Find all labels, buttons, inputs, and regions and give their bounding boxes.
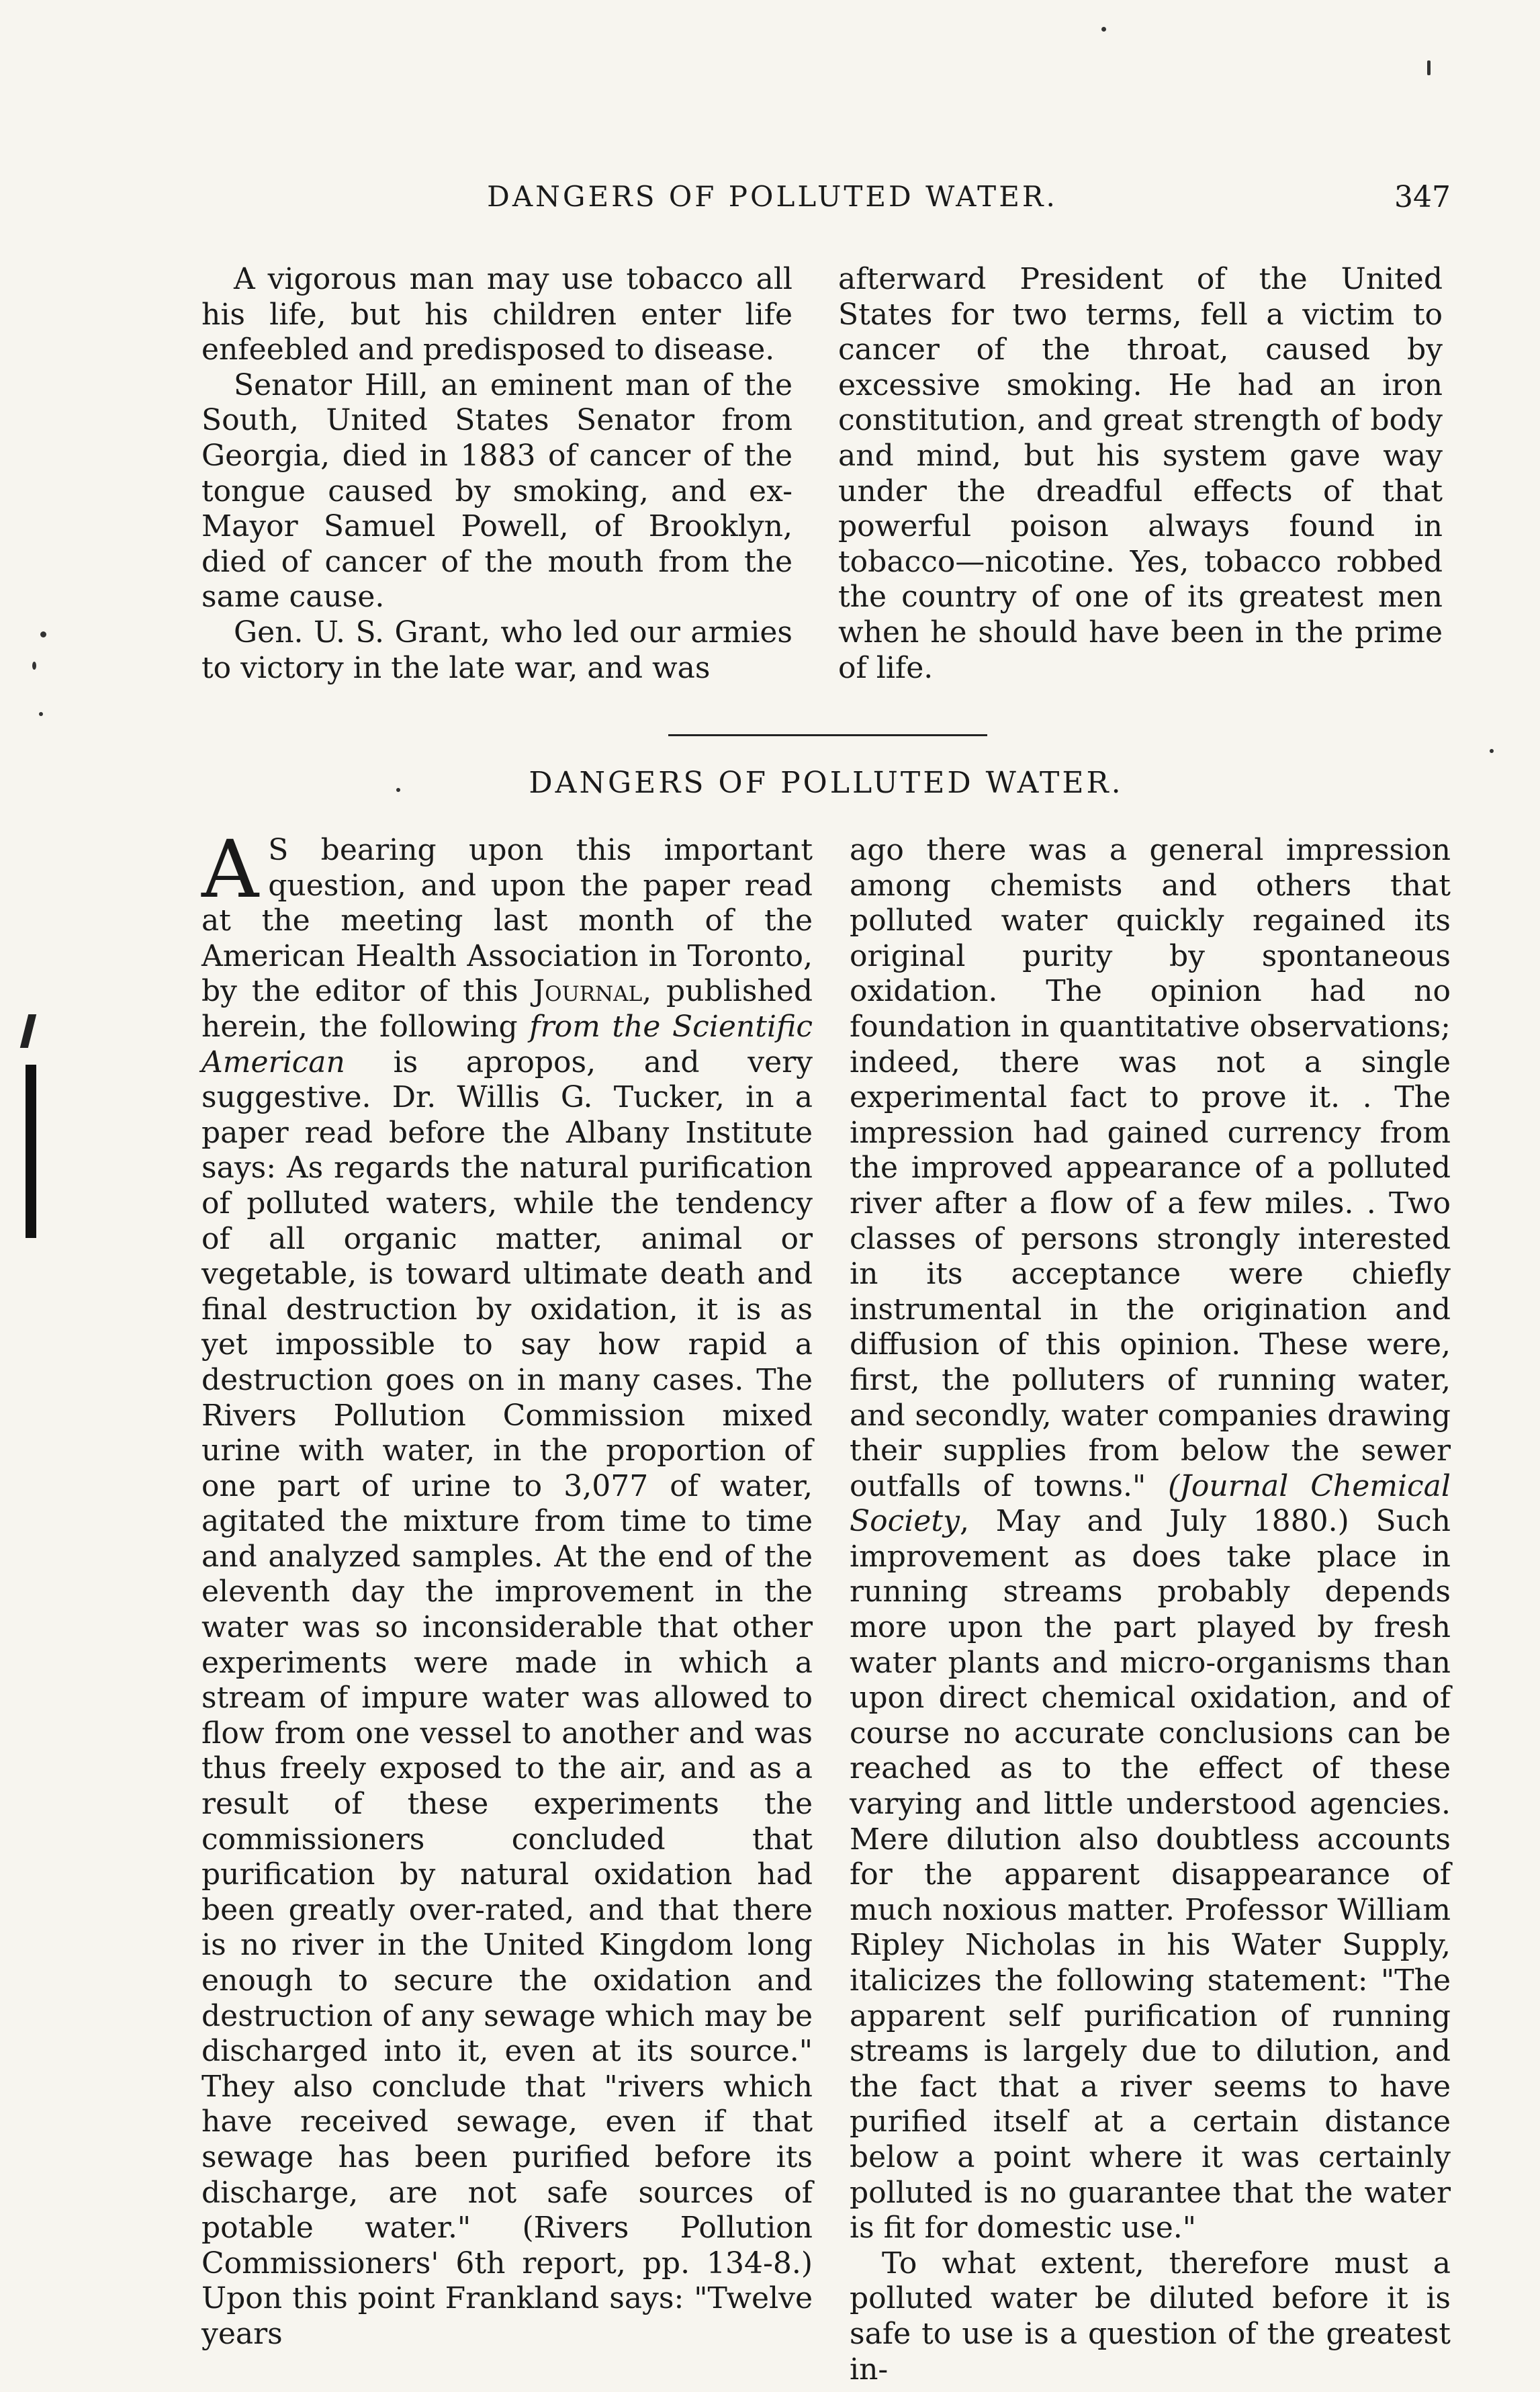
citation-italic: (Journal Chemical Society: [850, 1468, 1451, 1539]
margin-binding-bar: [26, 1065, 36, 1238]
intro-text: S bearing upon this important question, and upon the paper read at the meeting last month of the American Health Association in Toronto, by the editor of this: [201, 833, 813, 1009]
page-header: [201, 180, 1451, 227]
paragraph-gen-grant: Gen. U. S. Grant, who led our armies to victory in the late war, and was: [201, 615, 792, 685]
scan-speck: [40, 631, 46, 637]
page-number: 347: [1394, 180, 1451, 214]
scan-speck: [32, 662, 36, 670]
running-title: DANGERS OF POLLUTED WATER.: [487, 180, 1058, 213]
paragraph-tobacco-vigorous-man: A vigorous man may use tobacco all his life, but his children enter life enfeebled and predisposed to disease.: [201, 262, 792, 367]
section-divider: [668, 734, 987, 736]
paragraph-grant-continued: afterward President of the United States for two terms, fell a victim to cancer of the throat, caused by excessive smoking. He had an iron constitution, and great strength of body and mind, but his system gave way under the dreadful effects of that powerful poison always found in tobacco—nicotine. Yes, tobacco robbed the country of one of its greatest men when he should have been in the prime of life.: [838, 262, 1443, 685]
section-title: DANGERS OF POLLUTED WATER.: [529, 766, 1124, 800]
dilution-question-paragraph: To what extent, therefore must a polluted water be diluted before it is safe to use is a question of the greatest in-: [850, 2246, 1451, 2387]
main-article-right-column: [850, 833, 1451, 2387]
drop-cap: A: [201, 823, 259, 916]
main-article-opening-paragraph: [201, 823, 813, 2352]
source-italic: from the Scientific American: [201, 1009, 813, 1079]
right-text-part2: , May and July 1880.) Such improvement as does take place in running streams probably depends more upon the part played by fresh water plants and micro-organisms than upon direct chemical oxidation, and of course no accurate conclusions can be reached as to the effect of these varying and little understood agencies. Mere dilution also doubtless accounts for the apparent disappearance of much noxious matter. Professor William Ripley Nicholas in his Water Supply, italicizes the following statement: "The apparent self purification of running streams is largely due to dilution, and the fact that a river seems to have purified itself at a certain distance below a point where it was certainly polluted is no guarantee that the water is fit for domestic use.": [850, 1504, 1451, 2246]
scan-speck: [396, 788, 400, 792]
scan-speck: [1490, 749, 1494, 753]
top-article-left-column: [201, 262, 792, 686]
margin-mark: [20, 1014, 36, 1048]
journal-word: Journal: [533, 974, 643, 1009]
top-article-right-column: [838, 262, 1443, 686]
frankland-quote-paragraph: [850, 833, 1451, 2246]
scan-speck: [39, 712, 43, 716]
scan-speck: [1427, 60, 1431, 75]
paragraph-senator-hill: Senator Hill, an eminent man of the South, United States Senator from Georgia, died in 1883 of cancer of the tongue caused by smoking, and ex-Mayor Samuel Powell, of Brooklyn, died of cancer of the mouth from the same cause.: [201, 367, 792, 615]
right-text-part1: ago there was a general impression among chemists and others that polluted water quickly regained its original purity by spontaneous oxidation. The opinion had no foundation in quantitative observations; indeed, there was not a single experimental fact to prove it. . The impression had gained currency from the improved appearance of a polluted river after a flow of a few miles. . Two classes of persons strongly interested in its acceptance were chiefly instrumental in the origination and diffusion of this opinion. These were, first, the polluters of running water, and secondly, water companies drawing their supplies from below the sewer outfalls of towns.": [850, 833, 1451, 1503]
left-body-text: is apropos, and very suggestive. Dr. Willis G. Tucker, in a paper read before the Albany Institute says: As regards the natural purification of polluted waters, while the tendency of all organic matter, animal or vegetable, is toward ultimate death and final destruction by oxidation, it is as yet impossible to say how rapid a destruction goes on in many cases. The Rivers Pollution Commission mixed urine with water, in the proportion of one part of urine to 3,077 of water, agitated the mixture from time to time and analyzed samples. At the end of the eleventh day the improvement in the water was so inconsiderable that other experiments were made in which a stream of impure water was allowed to flow from one vessel to another and was thus freely exposed to the air, and as a result of these experiments the commissioners concluded that purification by natural oxidation had been greatly over-rated, and that there is no river in the United Kingdom long enough to secure the oxidation and destruction of any sewage which may be discharged into it, even at its source." They also conclude that "rivers which have received sewage, even if that sewage has been purified before its discharge, are not safe sources of potable water." (Rivers Pollution Commissioners' 6th report, pp. 134-8.) Upon this point Frankland says: "Twelve years: [201, 1045, 813, 2351]
scan-speck: [1101, 27, 1106, 32]
intro-text-2: , published herein, the following: [201, 974, 813, 1044]
main-article-left-column: [201, 823, 813, 2352]
